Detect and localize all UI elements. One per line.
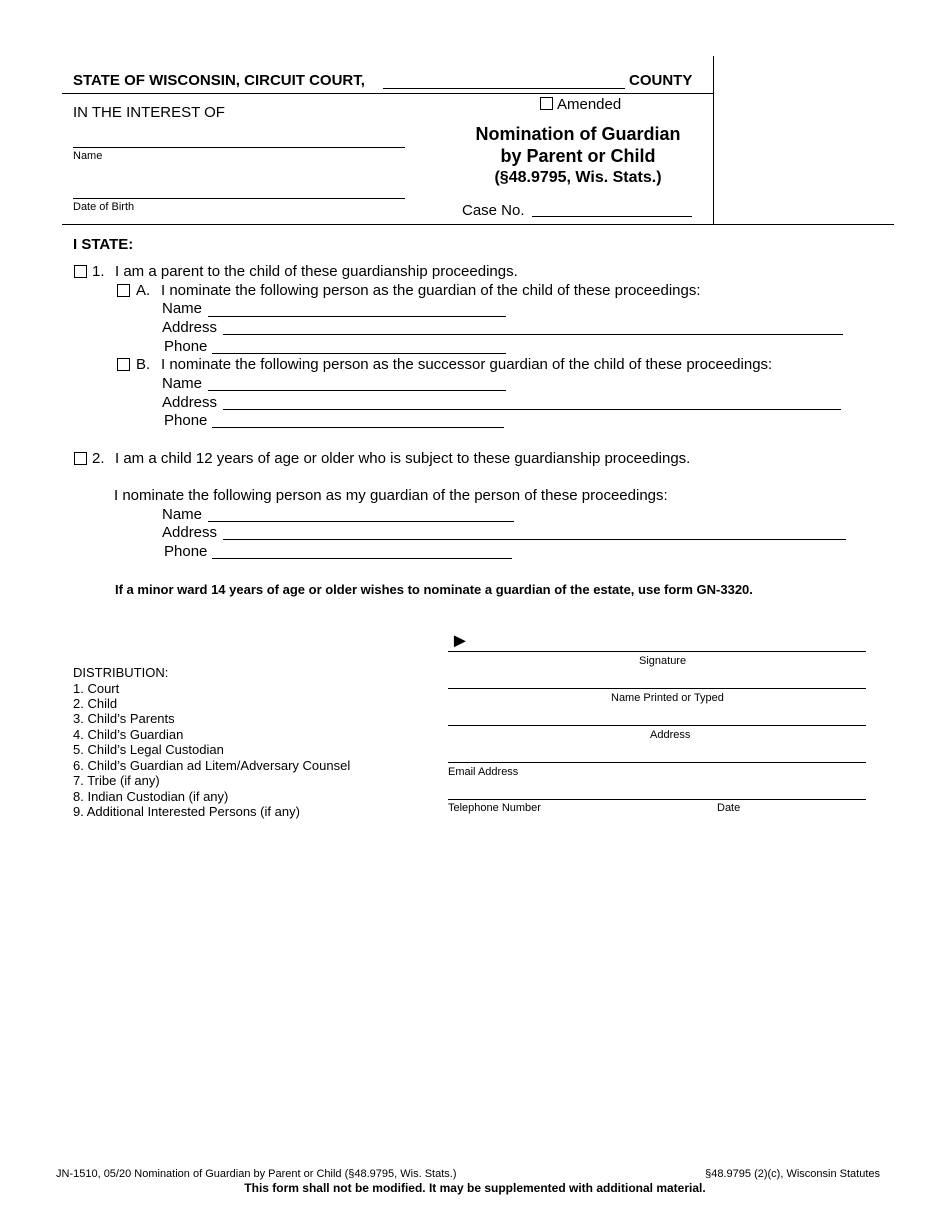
form-title-line3: (§48.9795, Wis. Stats.) [494, 169, 662, 186]
option-a-phone-field[interactable] [212, 353, 506, 354]
child-dob-caption: Date of Birth [73, 201, 135, 213]
distribution-title: DISTRIBUTION: [73, 665, 169, 680]
item2-phone-label: Phone [164, 543, 208, 560]
item1-checkbox[interactable] [74, 265, 87, 278]
signature-caption: Signature [639, 655, 687, 667]
email-caption: Email Address [448, 766, 519, 778]
item1-text: I am a parent to the child of these guardianship proceedings. [115, 263, 518, 280]
distribution-item: 9. Additional Interested Persons (if any) [73, 804, 300, 819]
option-b-checkbox[interactable] [117, 358, 130, 371]
distribution-item: 7. Tribe (if any) [73, 773, 160, 788]
interest-label: IN THE INTEREST OF [73, 104, 225, 121]
option-a-text: I nominate the following person as the guardian of the child of these proceedings: [161, 282, 701, 299]
option-b-phone-label: Phone [164, 412, 208, 429]
signer-address-caption: Address [650, 729, 691, 741]
item2-address-label: Address [162, 524, 218, 541]
option-b-name-field[interactable] [208, 390, 506, 391]
option-a-letter: A. [136, 282, 151, 299]
item2-number: 2. [92, 450, 105, 467]
option-a-checkbox[interactable] [117, 284, 130, 297]
case-no-field[interactable] [532, 216, 692, 217]
form-title-line2: by Parent or Child [500, 146, 656, 166]
item2-name-field[interactable] [208, 521, 514, 522]
child-dob-field[interactable] [73, 198, 405, 199]
email-field[interactable] [448, 762, 866, 763]
amended-label: Amended [557, 96, 622, 113]
distribution-item: 8. Indian Custodian (if any) [73, 789, 229, 804]
signer-address-field[interactable] [448, 725, 866, 726]
distribution-item: 1. Court [73, 681, 120, 696]
distribution-item: 6. Child’s Guardian ad Litem/Adversary Counsel [73, 758, 351, 773]
option-b-text: I nominate the following person as the successor guardian of the child of these proceedings: [161, 356, 773, 373]
item2-phone-field[interactable] [212, 558, 512, 559]
phone-date-field[interactable] [448, 799, 866, 800]
option-b-phone-field[interactable] [212, 427, 504, 428]
option-a-name-field[interactable] [208, 316, 506, 317]
date-caption: Date [717, 802, 741, 814]
amended-checkbox[interactable] [540, 97, 553, 110]
option-b-address-field[interactable] [223, 409, 841, 410]
option-a-phone-label: Phone [164, 338, 208, 355]
footer-notice: This form shall not be modified. It may be supplemented with additional material. [244, 1181, 706, 1195]
option-b-name-label: Name [162, 375, 203, 392]
item2-name-label: Name [162, 506, 203, 523]
court-label: STATE OF WISCONSIN, CIRCUIT COURT, [73, 72, 365, 89]
telephone-caption: Telephone Number [448, 802, 541, 814]
option-a-name-label: Name [162, 300, 203, 317]
option-a-address-label: Address [162, 319, 218, 336]
option-b-address-label: Address [162, 394, 218, 411]
printed-name-field[interactable] [448, 688, 866, 689]
item2-address-field[interactable] [223, 539, 846, 540]
child-name-field[interactable] [73, 147, 405, 148]
option-a-address-field[interactable] [223, 334, 843, 335]
signature-field[interactable] [448, 651, 866, 652]
case-no-label: Case No. [462, 202, 525, 219]
footer-form-id: JN-1510, 05/20 Nomination of Guardian by Parent or Child (§48.9795, Wis. Stats.) [56, 1168, 457, 1180]
item2-text: I am a child 12 years of age or older who is subject to these guardianship proceedings. [115, 450, 691, 467]
signature-arrow-icon: ► [450, 630, 470, 652]
header-rule [62, 93, 714, 94]
estate-notice: If a minor ward 14 years of age or older wishes to nominate a guardian of the estate, use form GN-3320. [115, 582, 753, 597]
distribution-item: 3. Child’s Parents [73, 711, 175, 726]
county-label: COUNTY [629, 72, 693, 89]
option-b-letter: B. [136, 356, 151, 373]
footer-statute: §48.9795 (2)(c), Wisconsin Statutes [705, 1168, 880, 1180]
distribution-item: 5. Child’s Legal Custodian [73, 742, 224, 757]
form-title-line1: Nomination of Guardian [475, 124, 681, 144]
i-state-heading: I STATE: [73, 236, 134, 253]
header-bottom-rule [62, 224, 894, 225]
distribution-item: 4. Child’s Guardian [73, 727, 184, 742]
child-name-caption: Name [73, 150, 103, 162]
county-field[interactable] [383, 88, 625, 89]
distribution-item: 2. Child [73, 696, 118, 711]
item1-number: 1. [92, 263, 105, 280]
printed-name-caption: Name Printed or Typed [611, 692, 724, 704]
item2-checkbox[interactable] [74, 452, 87, 465]
item2-nominate-text: I nominate the following person as my guardian of the person of these proceedings: [114, 487, 668, 504]
